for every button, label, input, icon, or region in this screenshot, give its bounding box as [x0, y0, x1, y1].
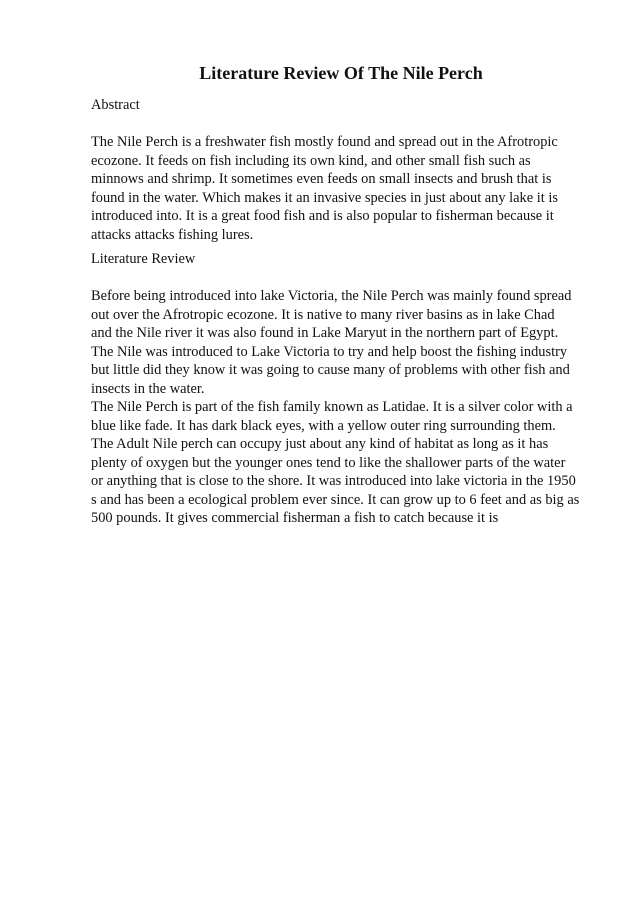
- abstract-line: ecozone. It feeds on fish including its own kind, and other small fish such as: [91, 152, 531, 169]
- abstract-paragraph: [91, 133, 591, 244]
- review-line: plenty of oxygen but the younger ones tend to like the shallower parts of the water: [91, 454, 566, 471]
- review-line: s and has been a ecological problem ever since. It can grow up to 6 feet and as big as: [91, 491, 580, 508]
- review-line: 500 pounds. It gives commercial fisherman a fish to catch because it is: [91, 510, 499, 526]
- abstract-line: attacks attacks fishing lures.: [91, 226, 254, 243]
- review-line: The Nile was introduced to Lake Victoria to try and help boost the fishing industry: [91, 343, 568, 360]
- review-line: The Adult Nile perch can occupy just about any kind of habitat as long as it has: [91, 436, 549, 452]
- document-title: Literature Review Of The Nile Perch: [199, 63, 483, 83]
- review-line: The Nile Perch is part of the fish family known as Latidae. It is a silver color with a: [91, 399, 573, 415]
- literature-review-paragraph: [91, 287, 591, 528]
- abstract-line: The Nile Perch is a freshwater fish mostly found and spread out in the Afrotropic: [91, 134, 558, 150]
- abstract-heading: Abstract: [91, 97, 140, 113]
- review-line: and the Nile river it was also found in Lake Maryut in the northern part of Egypt.: [91, 325, 559, 341]
- abstract-line: found in the water. Which makes it an invasive species in just about any lake it is: [91, 189, 558, 206]
- review-line: but little did they know it was going to cause many of problems with other fish and: [91, 362, 570, 378]
- review-line: Before being introduced into lake Victoria, the Nile Perch was mainly found spread: [91, 288, 572, 304]
- literature-review-heading: Literature Review: [91, 251, 196, 267]
- review-line: out over the Afrotropic ecozone. It is native to many river basins as in lake Chad: [91, 306, 555, 323]
- review-line: insects in the water.: [91, 380, 205, 397]
- abstract-line: minnows and shrimp. It sometimes even feeds on small insects and brush that is: [91, 171, 552, 187]
- abstract-line: introduced into. It is a great food fish and is also popular to fisherman because it: [91, 208, 554, 224]
- review-line: or anything that is close to the shore. It was introduced into lake victoria in the 1950: [91, 473, 576, 489]
- review-line: blue like fade. It has dark black eyes, with a yellow outer ring surrounding them.: [91, 417, 556, 434]
